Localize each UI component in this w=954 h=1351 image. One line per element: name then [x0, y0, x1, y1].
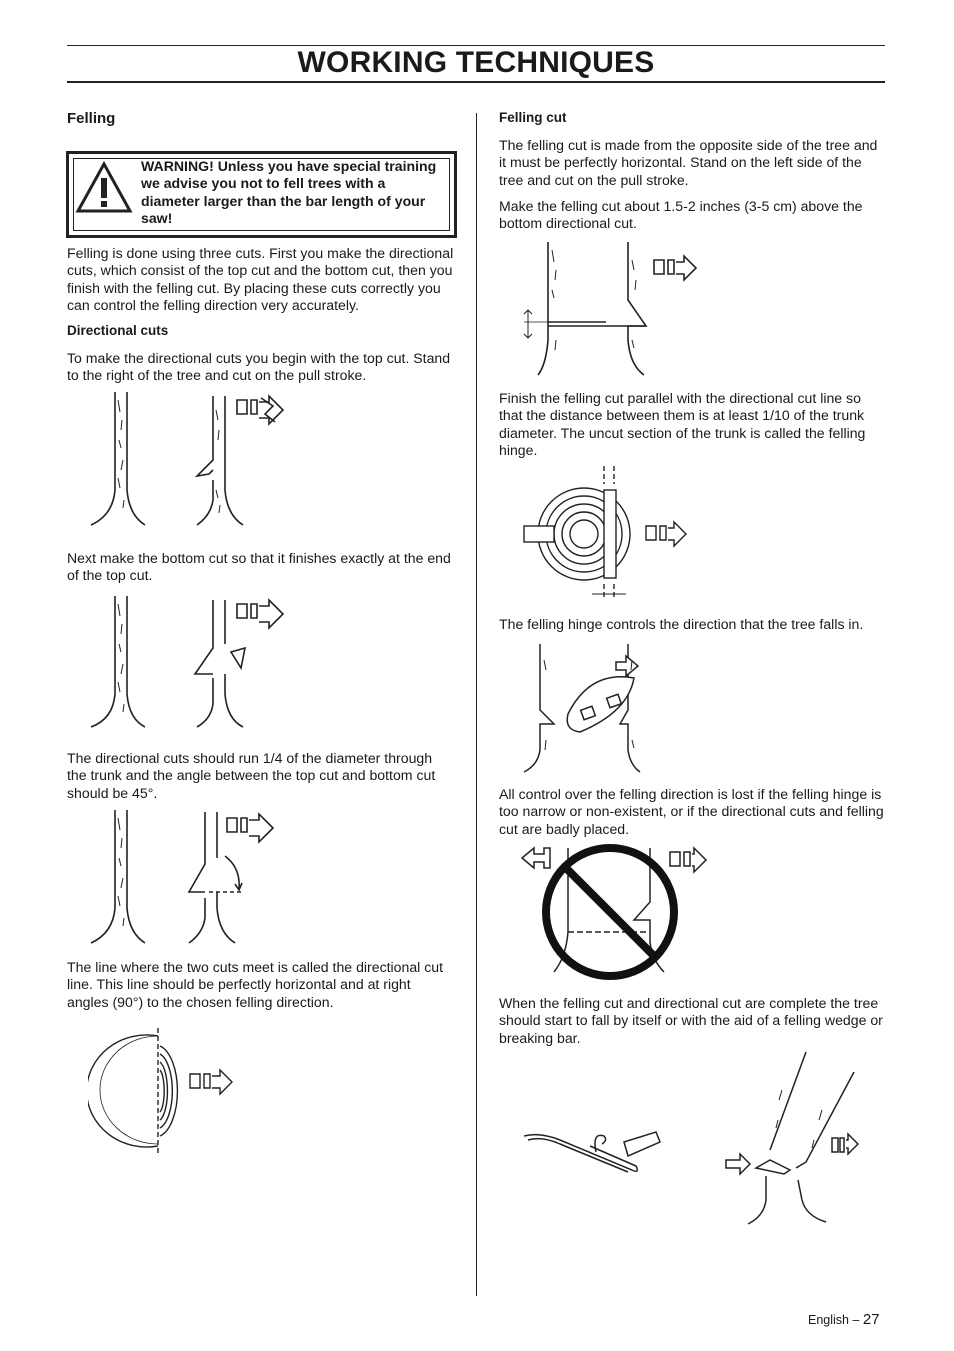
warning-box — [66, 151, 457, 238]
felling-heading: Felling — [67, 110, 116, 127]
warning-triangle-icon — [74, 160, 134, 216]
warning-text: WARNING! Unless you have special training we advise you not to fell trees with a diameter larger than the bar length of your saw! — [141, 158, 437, 227]
breaking-bar-and-wedge-illustration — [520, 1126, 665, 1178]
directional-cut-angle-illustration — [85, 808, 285, 950]
footer-language: English — [808, 1313, 849, 1327]
page-number: 27 — [862, 1311, 880, 1328]
top-cut-paragraph: To make the directional cuts you begin with the top cut. Stand to the right of the tree and cut on the pull stroke. — [67, 350, 451, 384]
hinge-direction-illustration — [520, 640, 680, 776]
tree-falling-with-wedge-illustration — [722, 1050, 862, 1226]
control-lost-paragraph: All control over the felling direction is lost if the felling hinge is too narrow or non-existent, or if the directional cuts and felling cut are badly placed. — [499, 786, 884, 837]
felling-cut-illustration — [518, 240, 698, 380]
top-cut-illustration — [85, 390, 285, 532]
bad-placement-prohibited-illustration — [518, 842, 708, 982]
tree-fall-paragraph: When the felling cut and directional cut are complete the tree should start to fall by itself or with the aid of a felling wedge or breaking bar. — [499, 995, 883, 1046]
felling-intro-paragraph: Felling is done using three cuts. First you make the directional cuts, which consist of the top cut and the bottom cut, then you finish with the felling cut. By placing these cuts correctly you can control the felling direction very accurately. — [67, 245, 454, 314]
column-divider — [476, 113, 477, 1296]
bottom-cut-illustration — [85, 594, 285, 734]
hinge-controls-paragraph: The felling hinge controls the direction that the tree falls in. — [499, 616, 864, 632]
bottom-cut-paragraph: Next make the bottom cut so that it finishes exactly at the end of the top cut. — [67, 550, 451, 584]
directional-cuts-heading: Directional cuts — [67, 323, 169, 338]
felling-hinge-top-view — [520, 466, 690, 604]
felling-cut-heading: Felling cut — [499, 110, 567, 125]
page-footer — [808, 1311, 880, 1328]
angle-paragraph: The directional cuts should run 1/4 of the diameter through the trunk and the angle between the top cut and bottom cut should be 45°. — [67, 750, 436, 801]
header-rule-bottom — [67, 81, 885, 83]
directional-cut-line-paragraph: The line where the two cuts meet is called the directional cut line. This line should be perfectly horizontal and at right angles (90°) to the chosen felling direction. — [67, 959, 444, 1010]
footer-dash: – — [852, 1313, 860, 1327]
felling-hinge-paragraph: Finish the felling cut parallel with the directional cut line so that the distance between them is at least 1/10 of the trunk diameter. The uncut section of the trunk is called the felling hinge. — [499, 390, 866, 459]
directional-cut-line-top-view — [88, 1028, 238, 1154]
felling-cut-paragraph: The felling cut is made from the opposite side of the tree and it must be perfectly horizontal. Stand on the left side of the tree and cut on the pull stroke. — [499, 137, 878, 188]
page-title: WORKING TECHNIQUES — [297, 46, 655, 79]
felling-cut-height-paragraph: Make the felling cut about 1.5-2 inches (3-5 cm) above the bottom directional cut. — [499, 198, 863, 232]
